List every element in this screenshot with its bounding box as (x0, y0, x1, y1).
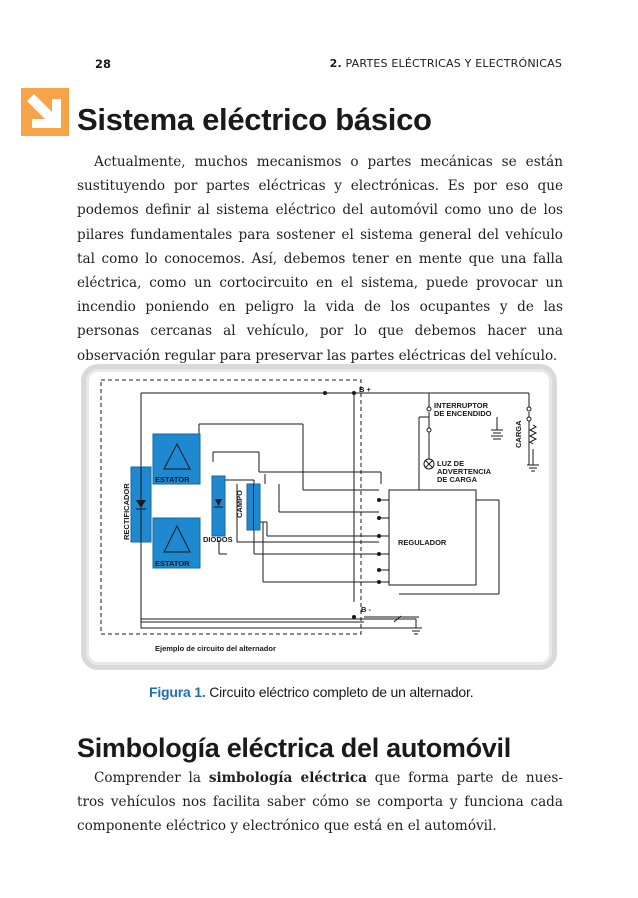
alternator-circuit-figure (89, 372, 549, 662)
paragraph-line: podemos definir al sistema eléctrico del automóvil como uno de los (77, 202, 563, 219)
page-number: 28 (95, 57, 112, 71)
caption-text: Circuito eléctrico completo de un alternador. (205, 684, 474, 700)
paragraph-line: sustituyendo por partes eléctricas y electrónicas. Es por eso que (77, 178, 563, 195)
chapter-name: PARTES ELÉCTRICAS Y ELECTRÓNICAS (345, 57, 562, 70)
label-campo: CAMPO (235, 490, 244, 518)
section-title-2: Simbología eléctrica del automóvil (77, 733, 511, 763)
paragraph-line: tal como lo conocemos. Así, debemos tener en mente que una falla (77, 250, 563, 267)
paragraph-line: Actualmente, muchos mecanismos o partes mecánicas se están (94, 154, 563, 170)
label-estator-top: ESTATOR (155, 475, 190, 484)
paragraph-text: Comprender la (94, 770, 209, 786)
paragraph-line: incendio poniendo en peligro la vida de los ocupantes y de las (77, 299, 563, 316)
label-luz-1: LUZ DE (437, 459, 465, 468)
symbology-paragraph (77, 766, 563, 839)
rectifier-block (131, 467, 151, 542)
label-luz-2: ADVERTENCIA (437, 467, 492, 476)
paragraph-line: observación regular para preservar las partes eléctricas del vehículo. (77, 347, 558, 364)
chapter-title (330, 57, 562, 70)
paragraph-line: eléctrica, como un cortocircuito en el sistema, puede provocar un (77, 275, 563, 292)
alternator-circuit-diagram (89, 372, 549, 662)
diagram-footer: Ejemplo de circuito del alternador (155, 644, 276, 653)
label-estator-bottom: ESTATOR (155, 559, 190, 568)
label-carga: CARGA (514, 420, 523, 448)
paragraph-line: tros vehículos nos facilita saber cómo se comporta y funciona cada (77, 794, 563, 811)
caption-label: Figura 1. (149, 684, 206, 700)
figure-caption (149, 684, 473, 700)
label-luz-3: DE CARGA (437, 475, 478, 484)
label-rectificador: RECTIFICADOR (122, 483, 131, 540)
intro-paragraph (77, 150, 563, 368)
label-b-minus: B - (361, 605, 371, 614)
label-diodos: DIODOS (203, 535, 233, 544)
emphasis-term: simbología eléctrica (208, 770, 367, 786)
arrow-down-right-icon (21, 88, 69, 136)
section-title: Sistema eléctrico básico (77, 102, 432, 137)
paragraph-line (77, 766, 563, 790)
paragraph-line: pilares fundamentales para sostener el sistema general del vehículo (77, 226, 563, 243)
label-interruptor-1: INTERRUPTOR (434, 401, 489, 410)
paragraph-line: componente eléctrico y electrónico que está en el automóvil. (77, 818, 497, 835)
field-block (247, 484, 260, 530)
diode-block (212, 476, 225, 536)
paragraph-line: personas cercanas al vehículo, por lo que debemos hacer una (77, 323, 563, 340)
paragraph-text: que forma parte de nues- (366, 770, 563, 786)
label-interruptor-2: DE ENCENDIDO (434, 409, 492, 418)
label-regulador: REGULADOR (398, 538, 447, 547)
label-b-plus: B + (359, 385, 371, 394)
chapter-number: 2. (329, 57, 342, 70)
